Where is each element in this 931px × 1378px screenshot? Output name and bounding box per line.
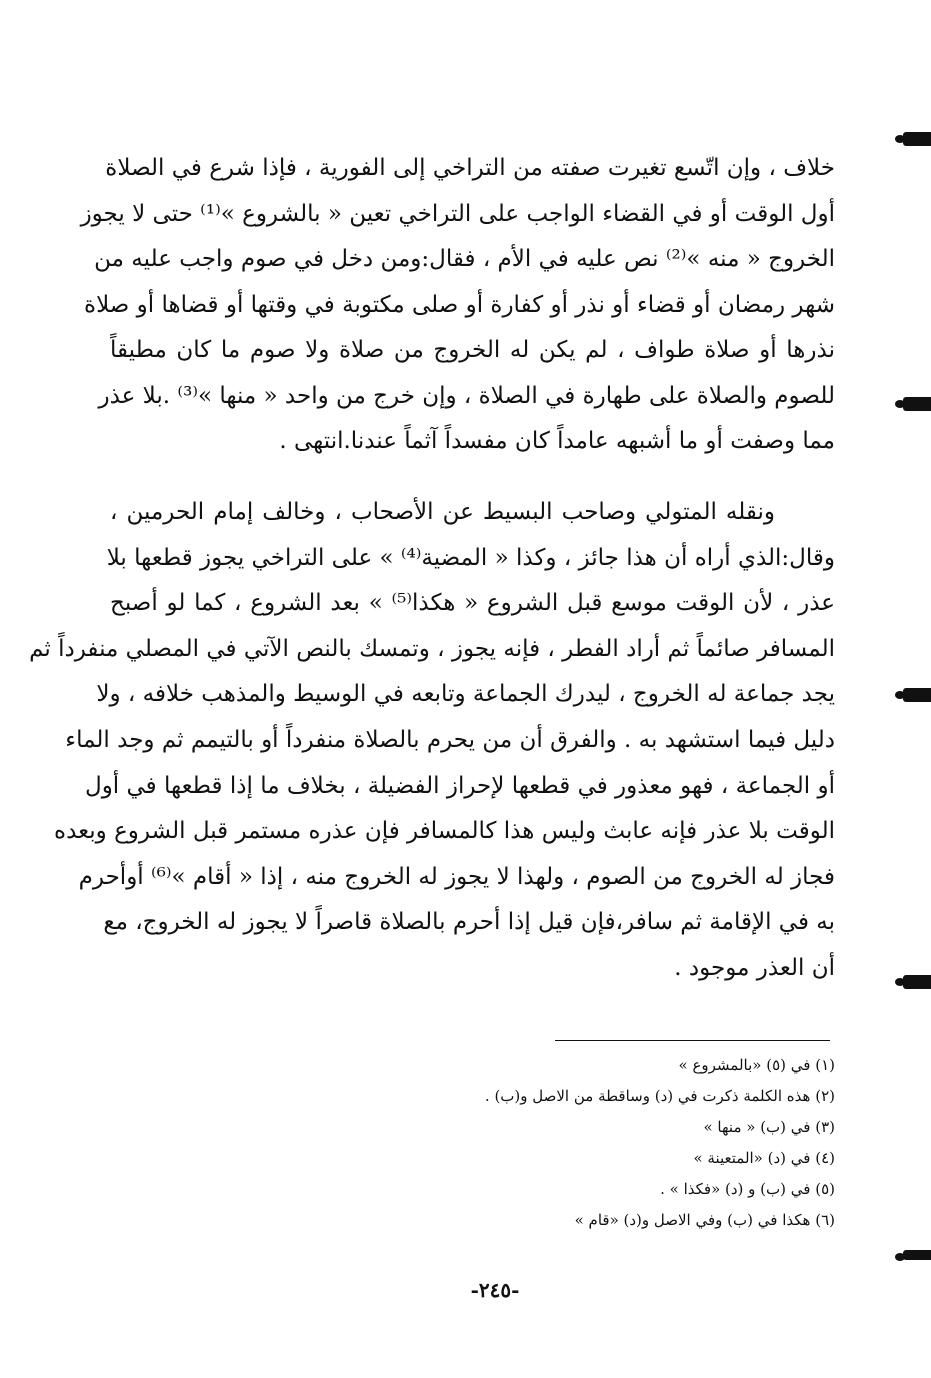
footnote: (٦) هكذا في (ب) وفي الاصل و(د) «قام » (574, 1211, 835, 1229)
footnote: (٣) في (ب) « منها » (703, 1118, 835, 1136)
text-line: يجد جماعة له الخروج ، ليدرك الجماعة وتابعه في الوسيط والمذهب خلافه ، ولا (96, 681, 835, 708)
paragraph-2 (29, 490, 835, 992)
page-number: -٢٤٥- (470, 1278, 520, 1302)
text-line: للصوم والصلاة على طهارة في الصلاة ، وإن خرج من واحد « منها »⁽³⁾ .بلا عذر (98, 382, 835, 409)
footnote: (٢) هذه الكلمة ذكرت في (د) وساقطة من الاصل و(ب) . (484, 1087, 835, 1105)
text-line: المسافر صائماً ثم أراد الفطر ، فإنه يجوز ، وتمسك بالنص الآتي في المصلي منفرداً ثم (29, 635, 835, 662)
text-line: فجاز له الخروج من الصوم ، ولهذا لا يجوز له الخروج منه ، إذا « أقام »⁽⁶⁾ أوأحرم (78, 863, 835, 890)
text-line: عذر ، لأن الوقت موسع قبل الشروع « هكذا⁽⁵⁾ » بعد الشروع ، كما لو أصبح (110, 590, 835, 617)
margin-mark (903, 688, 931, 702)
text-line: الوقت بلا عذر فإنه عابث وليس هذا كالمسافر فإن عذره مستمر قبل الشروع وبعده (54, 818, 835, 845)
margin-mark (903, 1250, 931, 1260)
margin-mark (903, 975, 931, 989)
text-line: دليل فيما استشهد به . والفرق أن من يحرم بالصلاة منفرداً أو بالتيمم ثم وجد الماء (65, 726, 835, 753)
footnote-divider (555, 1040, 830, 1041)
text-line: الخروج « منه »⁽²⁾ نص عليه في الأم ، فقال:ومن دخل في صوم واجب عليه من (94, 246, 835, 272)
text-line: به في الإقامة ثم سافر،فإن قيل إذا أحرم بالصلاة قاصراً لا يجوز له الخروج، مع (103, 909, 835, 936)
text-line: خلاف ، وإن اتّسع تغيرت صفته من التراخي إلى الفورية ، فإذا شرع في الصلاة (105, 155, 835, 181)
text-line: أول الوقت أو في القضاء الواجب على التراخي تعين « بالشروع »⁽¹⁾ حتى لا يجوز (80, 200, 835, 227)
text-line: ونقله المتولي وصاحب البسيط عن الأصحاب ، وخالف إمام الحرمين ، (110, 499, 775, 525)
footnote: (٥) في (ب) و (د) «فكذا » . (660, 1180, 835, 1198)
text-line: شهر رمضان أو قضاء أو نذر أو كفارة أو صلى مكتوبة في وقتها أو قضاها أو صلاة (84, 291, 835, 318)
text-line: أو الجماعة ، فهو معذور في قطعها لإحراز الفضيلة ، بخلاف ما إذا قطعها في أول (84, 772, 835, 799)
text-line: نذرها أو صلاة طواف ، لم يكن له الخروج من صلاة ولا صوم ما كان مطيقاً (110, 337, 835, 363)
footnotes (380, 1050, 835, 1236)
text-line: أن العذر موجود . (674, 954, 835, 981)
text-line: مما وصفت أو ما أشبهه عامداً كان مفسداً آثماً عندنا.انتهى . (279, 428, 835, 454)
footnote: (٤) في (د) «المتعينة » (693, 1149, 835, 1167)
footnote: (١) في (٥) «بالمشروع » (678, 1056, 835, 1074)
text-line: وقال:الذي أراه أن هذا جائز ، وكذا « المضية⁽⁴⁾ » على التراخي يجوز قطعها بلا (106, 544, 835, 571)
margin-mark (903, 132, 931, 146)
paragraph-1 (80, 146, 835, 465)
margin-mark (903, 397, 931, 411)
